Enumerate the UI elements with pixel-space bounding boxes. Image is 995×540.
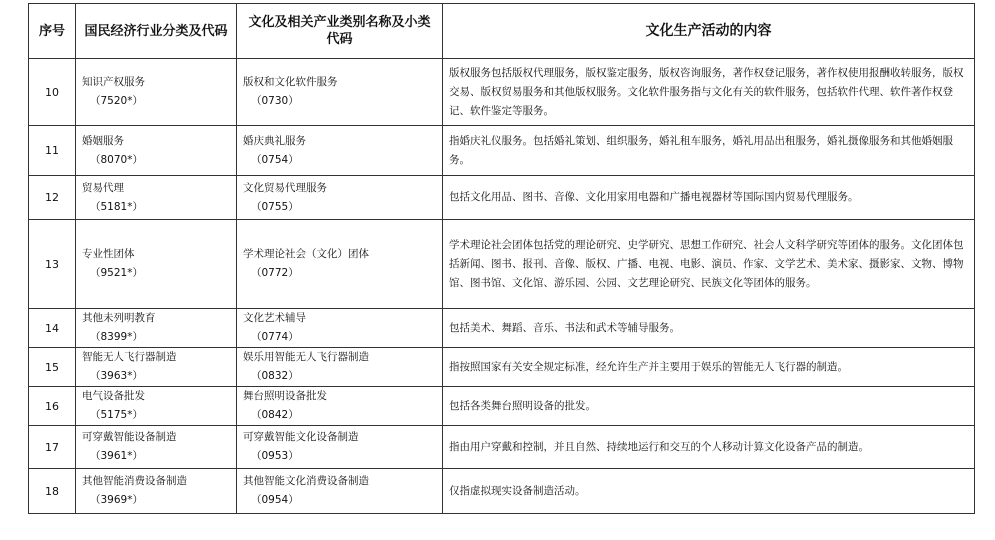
industry-code: （3961*） [90,450,143,462]
table-row [29,59,975,126]
industry-cell [76,59,237,126]
industry-name: 其他智能消费设备制造 [82,475,187,487]
industry-cell [76,469,237,514]
header-row [29,4,975,59]
classification-table [28,3,975,514]
culture-code: （0954） [251,494,299,506]
culture-code: （0842） [251,409,299,421]
industry-name: 智能无人飞行器制造 [82,351,177,363]
culture-cell [237,176,443,220]
culture-name: 可穿戴智能文化设备制造 [243,431,359,443]
industry-code: （5175*） [90,409,143,421]
row-seq: 14 [29,309,76,348]
industry-name: 其他未列明教育 [82,312,156,324]
industry-cell [76,176,237,220]
header-culture: 文化及相关产业类别名称及小类代码 [237,4,443,59]
table-row [29,426,975,469]
culture-name: 舞台照明设备批发 [243,390,327,402]
industry-cell [76,126,237,176]
culture-cell [237,348,443,387]
row-seq: 10 [29,59,76,126]
culture-cell [237,59,443,126]
culture-name: 娱乐用智能无人飞行器制造 [243,351,369,363]
culture-code: （0755） [251,200,299,213]
culture-cell [237,469,443,514]
row-seq: 16 [29,387,76,426]
industry-code: （3963*） [90,370,143,382]
industry-name: 专业性团体 [82,248,135,260]
activity-content: 指按照国家有关安全规定标准，经允许生产并主要用于娱乐的智能无人飞行器的制造。 [443,348,975,387]
culture-cell [237,387,443,426]
culture-name: 版权和文化软件服务 [243,76,338,88]
culture-name: 婚庆典礼服务 [243,134,306,147]
table-row [29,469,975,514]
table-row [29,176,975,220]
culture-name: 其他智能文化消费设备制造 [243,475,369,487]
industry-name: 婚姻服务 [82,134,124,147]
culture-code: （0953） [251,450,299,462]
industry-code: （8070*） [90,153,143,166]
industry-cell [76,426,237,469]
culture-name: 学术理论社会（文化）团体 [243,248,369,260]
industry-name: 贸易代理 [82,181,124,194]
activity-content: 包括文化用品、图书、音像、文化用家用电器和广播电视器材等国际国内贸易代理服务。 [443,176,975,220]
industry-cell [76,348,237,387]
industry-cell [76,387,237,426]
activity-content: 指婚庆礼仪服务。包括婚礼策划、组织服务，婚礼租车服务，婚礼用品出租服务，婚礼摄像服务和其他婚姻服务。 [443,126,975,176]
culture-cell [237,126,443,176]
header-activity: 文化生产活动的内容 [443,4,975,59]
row-seq: 13 [29,220,76,309]
table-row [29,348,975,387]
industry-name: 可穿戴智能设备制造 [82,431,177,443]
culture-cell [237,220,443,309]
culture-code: （0754） [251,153,299,166]
row-seq: 12 [29,176,76,220]
culture-name: 文化贸易代理服务 [243,181,327,194]
industry-name: 知识产权服务 [82,76,145,88]
industry-name: 电气设备批发 [82,390,145,402]
culture-code: （0772） [251,267,299,279]
activity-content: 指由用户穿戴和控制，并且自然、持续地运行和交互的个人移动计算文化设备产品的制造。 [443,426,975,469]
row-seq: 18 [29,469,76,514]
industry-code: （8399*） [90,331,143,343]
culture-name: 文化艺术辅导 [243,312,306,324]
row-seq: 11 [29,126,76,176]
header-seq: 序号 [29,4,76,59]
industry-code: （3969*） [90,494,143,506]
culture-code: （0774） [251,331,299,343]
industry-code: （7520*） [90,95,143,107]
activity-content: 包括美术、舞蹈、音乐、书法和武术等辅导服务。 [443,309,975,348]
activity-content: 仅指虚拟现实设备制造活动。 [443,469,975,514]
culture-cell [237,426,443,469]
culture-cell [237,309,443,348]
row-seq: 15 [29,348,76,387]
table-row [29,220,975,309]
activity-content: 包括各类舞台照明设备的批发。 [443,387,975,426]
culture-code: （0730） [251,95,299,107]
activity-content: 版权服务包括版权代理服务，版权鉴定服务，版权咨询服务，著作权登记服务，著作权使用报酬收转服务，版权交易、版权贸易服务和其他版权服务。文化软件服务指与文化有关的软件服务，包括软件代理、软件著作权登记、软件鉴定等服务。 [443,59,975,126]
table-row [29,387,975,426]
table-row [29,126,975,176]
row-seq: 17 [29,426,76,469]
header-industry: 国民经济行业分类及代码 [76,4,237,59]
industry-cell [76,309,237,348]
culture-code: （0832） [251,370,299,382]
industry-cell [76,220,237,309]
industry-code: （5181*） [90,200,143,213]
industry-code: （9521*） [90,267,143,279]
table-row [29,309,975,348]
activity-content: 学术理论社会团体包括党的理论研究、史学研究、思想工作研究、社会人文科学研究等团体的服务。文化团体包括新闻、图书、报刊、音像、版权、广播、电视、电影、演员、作家、文学艺术、美术家、摄影家、文物、博物馆、图书馆、文化馆、游乐园、公园、文艺理论研究、民族文化等团体的服务。 [443,220,975,309]
